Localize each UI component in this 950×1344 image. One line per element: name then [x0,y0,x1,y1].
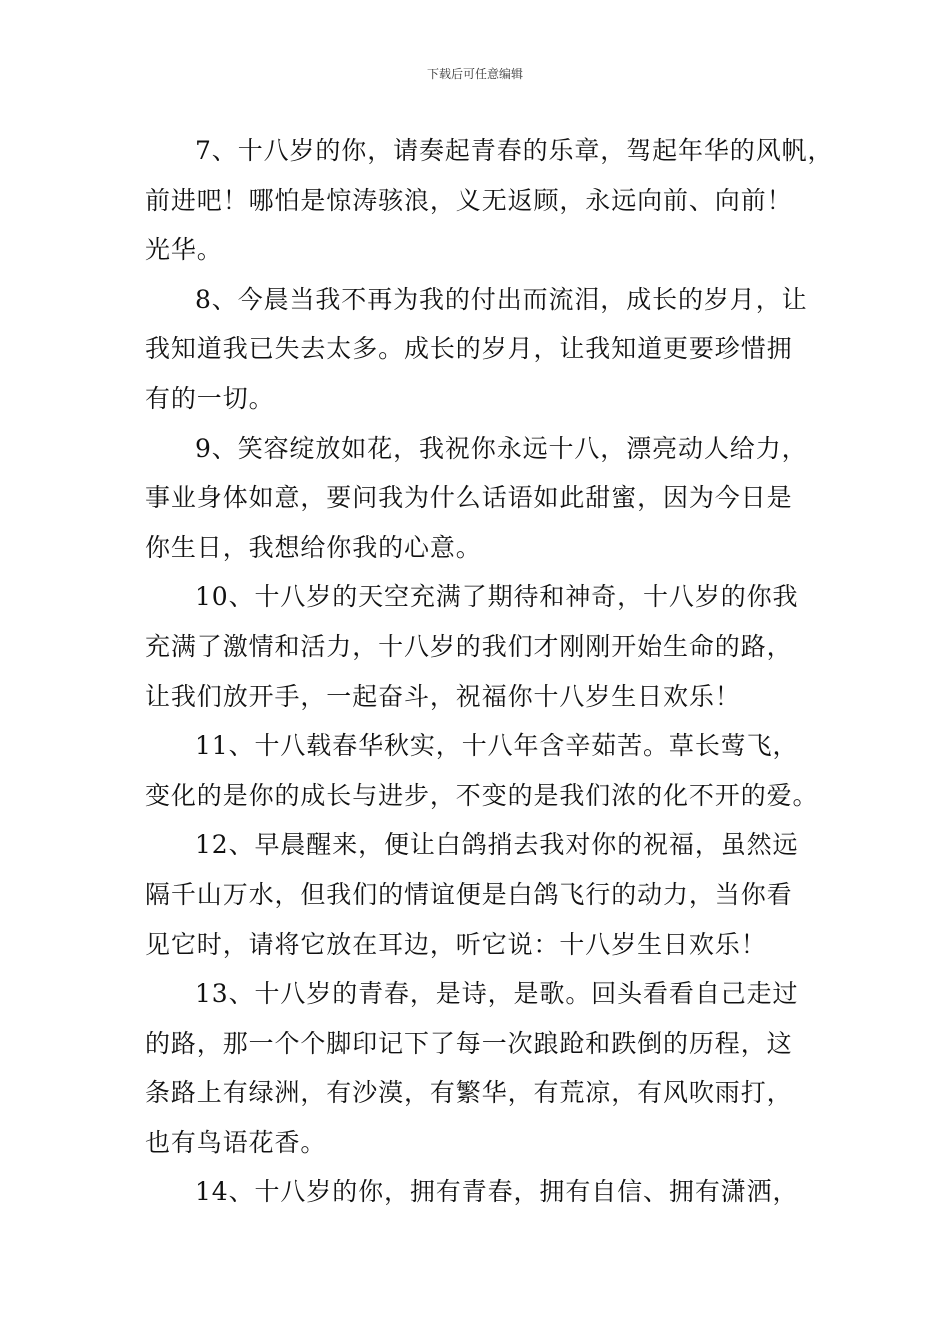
paragraph-line: 13、十八岁的青春，是诗，是歌。回头看看自己走过 [195,979,799,1009]
page-header: 下载后可任意编辑 [426,67,523,81]
paragraph-7 [145,126,834,275]
paragraph-11 [145,721,819,820]
paragraph-14 [145,1167,810,1217]
paragraph-line: 9、笑容绽放如花，我祝你永远十八，漂亮动人给力， [195,433,808,463]
paragraph-line: 我知道我已失去太多。成长的岁月，让我知道更要珍惜拥 [145,334,793,364]
paragraph-line: 前进吧！哪怕是惊涛骇浪，义无返顾，永远向前、向前！ [145,185,793,215]
paragraph-line: 8、今晨当我不再为我的付出而流泪，成长的岁月，让 [195,284,808,314]
paragraph-line: 隔千山万水，但我们的情谊便是白鸽飞行的动力，当你看 [145,879,793,909]
paragraph-line: 10、十八岁的天空充满了期待和神奇，十八岁的你我 [195,582,799,612]
paragraph-line: 事业身体如意，要问我为什么话语如此甜蜜，因为今日是 [145,483,793,513]
paragraph-line: 你生日，我想给你我的心意。 [145,532,482,562]
paragraph-line: 充满了激情和活力，十八岁的我们才刚刚开始生命的路， [145,631,793,661]
paragraph-line: 也有鸟语花香。 [145,1127,327,1157]
paragraph-12 [145,820,810,969]
paragraph-line: 11、十八载春华秋实，十八年含辛茹苦。草长莺飞， [195,731,799,761]
paragraph-line: 光华。 [145,235,223,265]
paragraph-line: 让我们放开手，一起奋斗，祝福你十八岁生日欢乐！ [145,681,741,711]
paragraph-line: 见它时，请将它放在耳边，听它说：十八岁生日欢乐！ [145,929,767,959]
paragraph-9 [145,424,810,573]
paragraph-line: 14、十八岁的你，拥有青春，拥有自信、拥有潇洒， [195,1177,799,1207]
document-body [145,126,834,1217]
paragraph-line: 有的一切。 [145,383,275,413]
paragraph-10 [145,572,810,721]
paragraph-line: 条路上有绿洲，有沙漠，有繁华，有荒凉，有风吹雨打， [145,1078,793,1108]
paragraph-line: 变化的是你的成长与进步，不变的是我们浓的化不开的爱。 [145,780,819,810]
paragraph-line: 的路，那一个个脚印记下了每一次踉跄和跌倒的历程，这 [145,1028,793,1058]
paragraph-13 [145,969,810,1167]
paragraph-line: 12、早晨醒来，便让白鸽捎去我对你的祝福，虽然远 [195,830,799,860]
paragraph-line: 7、十八岁的你，请奏起青春的乐章，驾起年华的风帆， [195,136,834,165]
paragraph-8 [145,275,810,424]
